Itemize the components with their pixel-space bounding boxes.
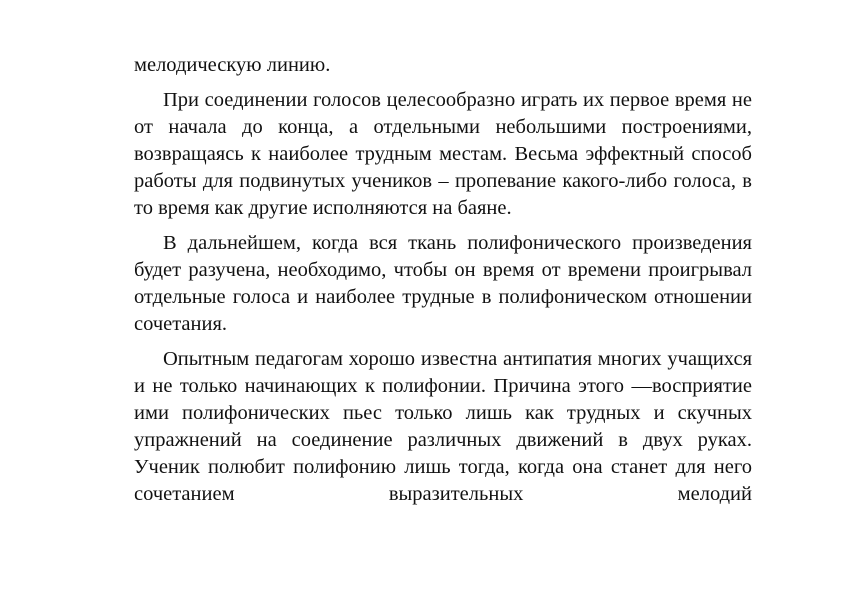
document-page	[134, 52, 752, 516]
paragraph-voices-joining: При соединении голосов целесообразно играть их первое время не от начала до конца, а отдельными небольшими построениями, возвращаясь к наиболее трудным местам. Весьма эффектный способ работы для подвинутых учеников – пропевание какого-либо голоса, в то время как другие исполняются на баяне.	[134, 89, 752, 219]
paragraph-further-practice: В дальнейшем, когда вся ткань полифонического произведения будет разучена, необходимо, чтобы он время от времени проигрывал отдельные голоса и наиболее трудные в полифоническом отношении сочетания.	[134, 232, 752, 335]
paragraph-continuation: мелодическую линию.	[134, 54, 331, 76]
paragraph-antipathy: Опытным педагогам хорошо известна антипатия многих учащихся и не только начинающих к полифонии. Причина этого —восприятие ими полифонических пьес только лишь как трудных и скучных упражнений на соединение различных движений в двух руках. Ученик полюбит полифонию лишь тогда, когда она станет для него сочетанием выразительных мелодий	[134, 348, 752, 505]
